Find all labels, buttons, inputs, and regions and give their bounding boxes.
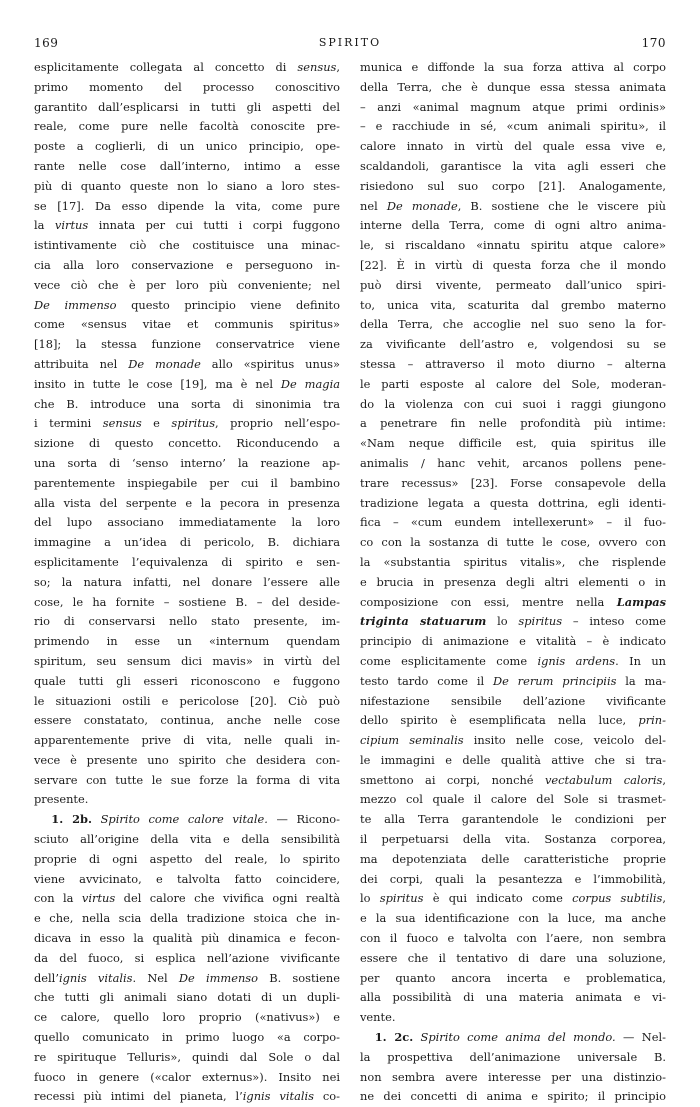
text-line: che B. introduce una sorta di sinonimia tra [34,396,340,411]
text-line: la «substantia spiritus vitalis», che risplende [360,554,666,569]
text-line: recessi più intimi del pianeta, l’ignis vitalis co- [34,1089,340,1104]
text-line: dello spirito è esemplificata nella luce, prin- [360,713,666,728]
text-line: spiritum, seu sensum dici mavis» in virtù del [34,653,340,668]
text-line: 1. 2c. Spirito come anima del mondo. — Nel- [374,1030,666,1045]
text-line: quale tutti gli esseri riconoscono e fuggono [34,673,340,688]
text-line: risiedono sul suo corpo [21]. Analogamente, [360,178,666,193]
text-line: do la violenza con cui suoi i raggi giungono [360,396,666,411]
text-line: mezzo col quale il calore del Sole si trasmet- [360,792,666,807]
text-line: più di quanto queste non lo siano a loro stes- [34,178,340,193]
text-line: istintivamente ciò che costituisce una minac- [34,238,340,253]
text-line: te alla Terra garantendole le condizioni per [360,812,666,827]
text-line: della Terra, che è dunque essa stessa animata [360,79,666,94]
running-title: SPIRITO [318,36,382,49]
text-line: alla vista del serpente e la pecora in presenza [34,495,340,510]
text-line: servare con tutte le sue forze la forma di vita [34,772,340,787]
text-line: esplicitamente l’equivalenza di spirito e sen- [34,554,340,569]
text-line: smettono ai corpi, nonché vectabulum caloris, [360,772,666,787]
text-line: dicava in esso la qualità più dinamica e fecon- [34,931,340,946]
text-line: cia alla loro conservazione e perseguono in- [34,257,340,272]
text-line: fica – «cum eundem intellexerunt» – il fuo- [360,515,666,530]
text-line: può dirsi vivente, permeato dall’unico spiri- [360,277,666,292]
text-line: cose, le ha fornite – sostiene B. – del deside- [34,594,340,609]
text-line: essere che il tentativo di dare una soluzione, [360,950,666,965]
text-line: e che, nella scia della tradizione stoica che in- [34,911,340,926]
text-line: la virtus innata per cui tutti i corpi fuggono [34,218,340,233]
text-line: dell’ignis vitalis. Nel De immenso B. sostiene [34,970,340,985]
text-line: so; la natura infatti, nel donare l’essere alle [34,574,340,589]
text-line: immagine a un’idea di pericolo, B. dichiara [34,535,340,550]
text-line: trare recessus» [23]. Forse consapevole della [360,475,666,490]
text-line: testo tardo come il De rerum principiis la ma- [360,673,666,688]
text-line: principio di animazione e vitalità – è indicato [360,634,666,649]
text-line: vente. [360,1010,396,1025]
text-line: il perpetuarsi della vita. Sostanza corporea, [360,832,666,847]
text-line: tradizione legata a questa dottrina, egli identi- [360,495,666,510]
text-line: rante nelle cose dall’interno, intimo a esse [34,158,340,173]
right-page-number: 170 [641,36,666,50]
text-line: sizione di questo concetto. Riconducendo a [34,436,340,451]
text-line: essere constatato, continua, anche nelle cose [34,713,340,728]
text-line: triginta statuarum lo spiritus – inteso come [360,614,666,629]
text-line: parentemente inspiegabile per cui il bambino [34,475,340,490]
text-line: le situazioni ostili e pericolose [20]. Ciò può [34,693,340,708]
text-line: con il fuoco e talvolta con l’aere, non sembra [360,931,666,946]
text-line: con la virtus del calore che vivifica ogni realtà [34,891,340,906]
text-line: dei corpi, quali la pesantezza e l’immobilità, [360,871,666,886]
text-line: nel De monade, B. sostiene che le viscere più [360,198,666,213]
text-line: co con la sostanza di tutte le cose, ovvero con [360,535,666,550]
text-line: primendo in esse un «internum quendam [34,634,340,649]
text-line: la prospettiva dell’animazione universale B. [360,1049,666,1064]
text-line: animalis / hanc vehit, arcanos pollens pene- [360,455,666,470]
text-line: re spirituque Telluris», quindi dal Sole o dal [34,1049,340,1064]
text-line: poste a coglierli, di un unico principio, ope- [34,139,340,154]
text-line: della Terra, che accoglie nel suo seno la for- [360,317,666,332]
text-line: proprie di ogni aspetto del reale, lo spirito [34,851,340,866]
text-line: vece è presente uno spirito che desidera con- [34,752,340,767]
text-line: del lupo associano immediatamente la loro [34,515,340,530]
text-line: lo spiritus è qui indicato come corpus subtilis, [360,891,666,906]
text-line: – anzi «animal magnum atque primi ordinis» [360,99,666,114]
text-line: se [17]. Da esso dipende la vita, come pure [34,198,340,213]
text-line: da del fuoco, si esplica nell’azione vivificante [34,950,340,965]
text-line: garantito dall’esplicarsi in tutti gli aspetti del [34,99,340,114]
text-line: insito in tutte le cose [19], ma è nel De magia [34,376,340,391]
text-line: viene avvicinato, e talvolta fatto coincidere, [34,871,340,886]
text-line: rio di conservarsi nello stato presente, im- [34,614,340,629]
text-line: scaldandoli, garantisce la vita agli esseri che [360,158,666,173]
text-line: reale, come pure nelle facoltà conoscite pre- [34,119,340,134]
text-line: ne dei concetti di anima e spirito; il principio [360,1089,666,1104]
text-line: le parti esposte al calore del Sole, moderan- [360,376,666,391]
text-line: sciuto all’origine della vita e della sensibilità [34,832,340,847]
text-line: come «sensus vitae et communis spiritus» [34,317,340,332]
right-text-column [360,58,666,1107]
text-line: e la sua identificazione con la luce, ma anche [360,911,666,926]
running-header [34,36,666,54]
text-line: che tutti gli animali siano dotati di un dupli- [34,990,340,1005]
text-line: composizione con essi, mentre nella Lampas [360,594,666,609]
text-line: i termini sensus e spiritus, proprio nell’espo- [34,416,341,431]
text-line: le immagini e delle qualità attive che si tra- [360,752,666,767]
text-line: e brucia in presenza degli altri elementi o in [360,574,666,589]
text-line: quello comunicato in primo luogo «a corpo- [34,1030,340,1045]
text-line: attribuita nel De monade allo «spiritus unus» [34,356,340,371]
text-line: apparentemente prive di vita, nelle quali in- [34,733,340,748]
text-line: le, si riscaldano «innatu spiritu atque calore» [360,238,666,253]
text-line: cipium seminalis insito nelle cose, veicolo del- [360,733,666,748]
text-line: stessa – attraverso il moto diurno – alterna [360,356,666,371]
text-line: a penetrare fin nelle profondità più intime: [360,416,666,431]
text-line: come esplicitamente come ignis ardens. In un [360,653,667,668]
text-line: munica e diffonde la sua forza attiva al corpo [360,60,666,74]
left-page-number: 169 [34,36,59,50]
text-line: alla possibilità di una materia animata e vi- [360,990,666,1005]
text-line: za vivificante dell’astro e, volgendosi su se [360,337,666,352]
text-line: per quanto ancora incerta e problematica, [360,970,666,985]
text-line: 1. 2b. Spirito come calore vitale. — Ricono- [51,812,341,827]
text-line: non sembra avere interesse per una distinzio- [360,1069,666,1084]
text-line: vece ciò che è per loro più conveniente; nel [34,277,340,292]
text-line: una sorta di ‘senso interno’ la reazione ap- [34,455,340,470]
text-line: primo momento del processo conoscitivo [34,79,340,94]
text-line: [18]; la stessa funzione conservatrice viene [34,337,340,352]
text-line: calore innato in virtù del quale essa vive e, [360,139,666,154]
text-line: – e racchiude in sé, «cum animali spiritu», il [360,119,666,134]
text-line: «Nam neque difficile est, quia spiritus ille [360,436,666,451]
text-line: fuoco in genere («calor externus»). Insito nei [34,1069,340,1084]
text-line: esplicitamente collegata al concetto di sensus, [34,60,340,74]
text-line: nifestazione sensibile dell’azione vivificante [360,693,666,708]
text-line: to, unica vita, scaturita dal grembo materno [360,297,666,312]
text-line: ma depotenziata delle caratteristiche proprie [360,851,666,866]
text-line: presente. [34,792,89,807]
text-line: [22]. È in virtù di questa forza che il mondo [360,257,666,272]
text-line: De immenso questo principio viene definito [34,297,340,312]
text-line: ce calore, quello loro proprio («nativus») e [34,1010,340,1025]
text-line: interne della Terra, come di ogni altro anima- [360,218,666,233]
left-text-column [34,58,340,1107]
